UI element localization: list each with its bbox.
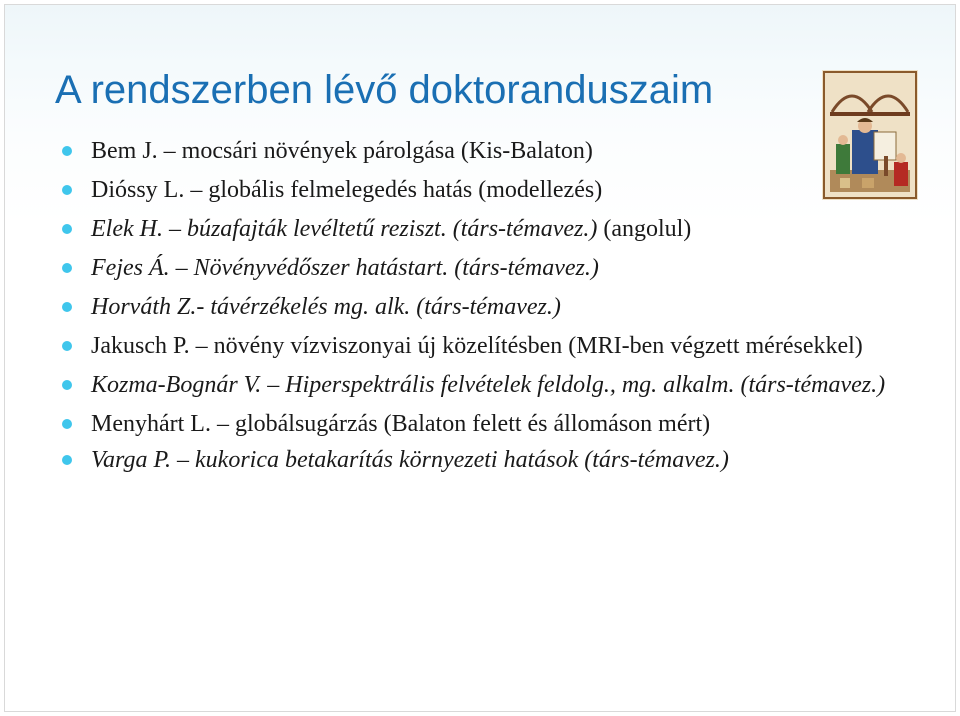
- student-name: Bem J.: [91, 138, 158, 164]
- student-topic: – Hiperspektrális felvételek feldolg., mg. alkalm.: [261, 372, 735, 398]
- co-supervisor-tag: (társ-témavez.): [454, 255, 599, 281]
- student-name: Elek H.: [91, 216, 163, 242]
- bullet-icon: [62, 224, 72, 234]
- student-topic: – búzafajták levéltetű reziszt.: [162, 216, 447, 242]
- list-item: [62, 446, 942, 475]
- language-note: (angolul): [603, 216, 692, 242]
- co-supervisor-tag: (társ-témavez.): [584, 447, 729, 473]
- list-item: [62, 215, 942, 244]
- bullet-icon: [62, 419, 72, 429]
- bullet-icon: [62, 302, 72, 312]
- slide-title: A rendszerben lévő doktoranduszaim: [55, 68, 714, 112]
- student-topic: – Növényvédőszer hatástart.: [169, 255, 449, 281]
- student-name: Jakusch P.: [91, 333, 190, 359]
- student-name: Fejes Á.: [91, 255, 170, 281]
- bullet-icon: [62, 185, 72, 195]
- co-supervisor-tag: (társ-témavez.): [416, 294, 561, 320]
- student-topic: – mocsári növények párolgása (Kis-Balaton): [157, 138, 593, 164]
- student-name: Horváth Z.: [91, 294, 197, 320]
- student-topic: - távérzékelés mg. alk.: [196, 294, 411, 320]
- list-item: [62, 332, 942, 361]
- bullet-icon: [62, 380, 72, 390]
- student-name: Menyhárt L.: [91, 411, 211, 437]
- list-item: [62, 371, 942, 400]
- student-name: Dióssy L.: [91, 177, 185, 203]
- list-item: [62, 137, 942, 166]
- list-item: [62, 410, 942, 439]
- bullet-icon: [62, 455, 72, 465]
- bullet-icon: [62, 263, 72, 273]
- student-list: [62, 137, 942, 485]
- co-supervisor-tag: (társ-témavez.): [452, 216, 598, 242]
- student-topic: – globális felmelegedés hatás (modellezés): [184, 177, 603, 203]
- list-item: [62, 254, 942, 283]
- list-item: [62, 293, 942, 322]
- student-topic: – kukorica betakarítás környezeti hatások: [171, 447, 579, 473]
- co-supervisor-tag: (társ-témavez.): [740, 372, 886, 398]
- bullet-icon: [62, 146, 72, 156]
- student-topic: – globálsugárzás (Balaton felett és állomáson mért): [210, 411, 711, 437]
- student-name: Kozma-Bognár V.: [91, 372, 262, 398]
- list-item: [62, 176, 942, 205]
- bullet-icon: [62, 341, 72, 351]
- student-topic: – növény vízviszonyai új közelítésben (MRI-ben végzett mérésekkel): [189, 333, 863, 359]
- student-name: Varga P.: [91, 447, 172, 473]
